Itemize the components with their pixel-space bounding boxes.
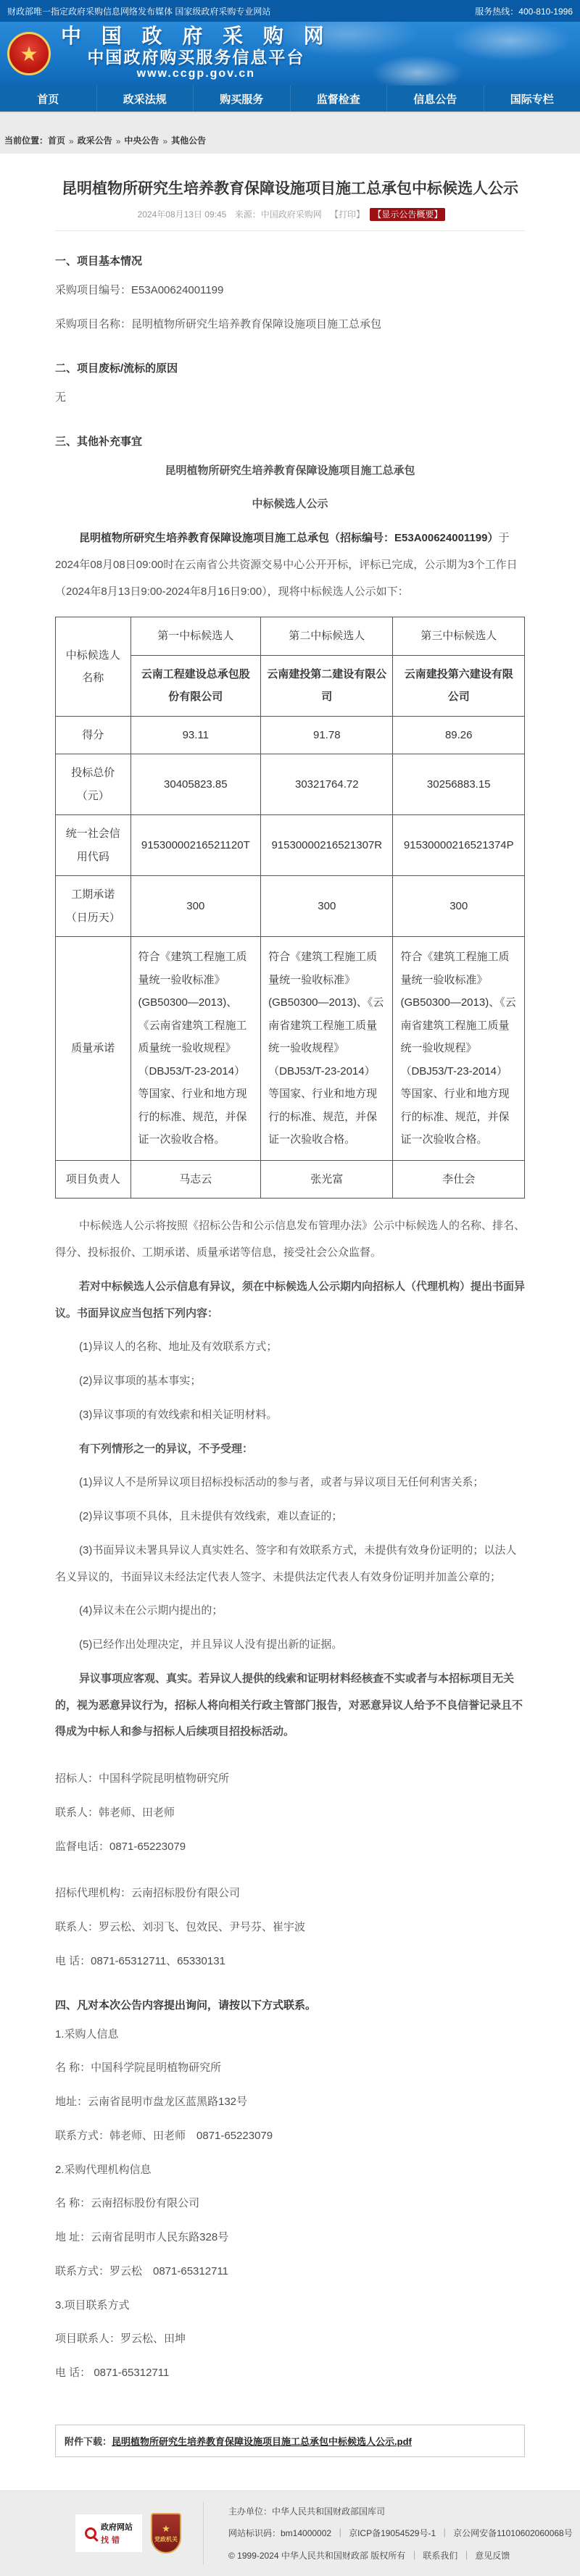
credit-code-3: 91530000216521374P <box>393 815 525 876</box>
paragraph-objection-intro: 若对中标候选人公示信息有异议，须在中标候选人公示期内向招标人（代理机构）提出书面异议。书面异议应当包括下列内容： <box>55 1274 525 1327</box>
duration-1: 300 <box>130 876 261 937</box>
purchaser-block-heading: 1.采购人信息 <box>55 2022 525 2048</box>
icp-record-link[interactable]: 京ICP备19054529号-1 <box>349 2528 436 2538</box>
company-name-2: 云南建投第二建设有限公司 <box>261 655 393 716</box>
col-header-first-candidate: 第一中标候选人 <box>130 617 261 656</box>
table-header-row <box>56 617 525 656</box>
page-title: 昆明植物所研究生培养教育保障设施项目施工总承包中标候选人公示 <box>55 178 525 199</box>
footer-copyright-line <box>228 2545 573 2567</box>
footer-code-line <box>228 2522 573 2545</box>
reject-item-5: (5)已经作出处理决定，并且异议人没有提出新的证据。 <box>55 1632 525 1659</box>
purchaser-address: 地址：云南省昆明市盘龙区蓝黑路132号 <box>55 2089 525 2116</box>
row-label-project-manager: 项目负责人 <box>56 1160 131 1199</box>
row-label-bid-price: 投标总价（元） <box>56 754 131 815</box>
quality-commitment-2: 符合《建筑工程施工质量统一验收标准》(GB50300—2013)、《云南省建筑工程施工质量统一验收规程》（DBJ53/T-23-2014）等国家、行业和地方现行的标准、规范，并保证一次验收合格。 <box>261 937 393 1161</box>
opening-rest-segment: 于2024年08月08日09:00时在云南省公共资源交易中心公开开标，评标已完成，公示期为3个工作日（2024年8月13日9:00-2024年8月16日9:00），现将中标候选人公示如下： <box>55 532 518 598</box>
paragraph-supervision: 中标候选人公示将按照《招标公告和公示信息发布管理办法》公示中标候选人的名称、排名、得分、投标报价、工期承诺、质量承诺等信息，接受社会公众监督。 <box>55 1213 525 1267</box>
table-corner-label: 中标候选人名称 <box>56 617 131 717</box>
copyright-text: © 1999-2024 中华人民共和国财政部 版权所有 <box>228 2551 405 2561</box>
article-meta <box>55 208 525 220</box>
nav-item-announcements[interactable]: 信息公告 <box>387 86 484 112</box>
quality-commitment-1: 符合《建筑工程施工质量统一验收标准》(GB50300—2013)、《云南省建筑工程施工质量统一验收规程》（DBJ53/T-23-2014）等国家、行业和地方现行的标准、规范，并保证一次验收合格。 <box>130 937 261 1161</box>
site-masthead <box>0 22 580 86</box>
score-1: 93.11 <box>130 716 261 754</box>
opening-paragraph <box>55 525 525 605</box>
tenderer-supervise-phone: 监督电话：0871-65223079 <box>55 1834 525 1861</box>
gov-site-error-report-badge[interactable] <box>75 2514 142 2552</box>
article-source: 来源：中国政府采购网 <box>235 209 322 220</box>
project-contact-phone: 电 话： 0871-65312711 <box>55 2360 525 2387</box>
page-footer <box>0 2490 580 2576</box>
table-row-score <box>56 716 525 754</box>
agency-block-heading: 2.采购代理机构信息 <box>55 2157 525 2184</box>
main-nav <box>0 86 580 112</box>
footer-separator: ｜ <box>462 2551 471 2561</box>
tenderer-name: 招标人：中国科学院昆明植物研究所 <box>55 1766 525 1793</box>
row-label-duration: 工期承诺（日历天） <box>56 876 131 937</box>
security-record-link[interactable]: 京公网安备11010602060068号 <box>453 2528 573 2538</box>
credit-code-2: 91530000216521307R <box>261 815 393 876</box>
badge-gov-label: 党政机关 <box>154 2535 178 2543</box>
table-row-quality <box>56 937 525 1161</box>
breadcrumb-label: 当前位置： <box>4 134 48 146</box>
notice-title-line2: 中标候选人公示 <box>55 491 525 518</box>
breadcrumb-central-notices[interactable]: 中央公告 <box>124 134 159 146</box>
meta-divider <box>55 230 525 231</box>
duration-3: 300 <box>393 876 525 937</box>
score-2: 91.78 <box>261 716 393 754</box>
reject-item-4: (4)异议未在公示期内提出的； <box>55 1598 525 1625</box>
quality-commitment-3: 符合《建筑工程施工质量统一验收标准》(GB50300—2013)、《云南省建筑工程施工质量统一验收规程》（DBJ53/T-23-2014）等国家、行业和地方现行的标准、规范，并保证一次验收合格。 <box>393 937 525 1161</box>
row-label-quality: 质量承诺 <box>56 937 131 1161</box>
bid-candidates-table <box>55 617 525 1199</box>
party-gov-badge[interactable] <box>151 2513 181 2554</box>
score-3: 89.26 <box>393 716 525 754</box>
bid-price-3: 30256883.15 <box>393 754 525 815</box>
objection-item-2: (2)异议事项的基本事实； <box>55 1368 525 1395</box>
project-name: 采购项目名称：昆明植物所研究生培养教育保障设施项目施工总承包 <box>55 312 525 338</box>
tenderer-contact: 联系人：韩老师、田老师 <box>55 1800 525 1827</box>
nav-item-supervision[interactable]: 监督检查 <box>291 86 388 112</box>
breadcrumb-procurement-notices[interactable]: 政采公告 <box>78 134 112 146</box>
national-emblem-icon <box>7 32 51 75</box>
footer-separator: ｜ <box>336 2528 344 2538</box>
breadcrumb-other-notices[interactable]: 其他公告 <box>171 134 206 146</box>
breadcrumb <box>0 112 580 154</box>
company-name-1: 云南工程建设总承包股份有限公司 <box>130 655 261 716</box>
table-row-project-manager <box>56 1160 525 1199</box>
footer-divider <box>203 2502 204 2564</box>
reject-item-1: (1)异议人不是所异议项目招标投标活动的参与者，或者与异议项目无任何利害关系； <box>55 1470 525 1496</box>
emblem-star-glyph: ★ <box>20 42 38 66</box>
notice-title-line1: 昆明植物所研究生培养教育保障设施项目施工总承包 <box>55 458 525 485</box>
project-manager-3: 李仕会 <box>393 1160 525 1199</box>
table-row-bid-price <box>56 754 525 815</box>
site-name: 中 国 政 府 采 购 网 <box>61 25 331 48</box>
feedback-link[interactable]: 意见反馈 <box>475 2551 510 2561</box>
section-2-body: 无 <box>55 385 525 412</box>
footer-host-line: 主办单位：中华人民共和国财政部国库司 <box>228 2501 573 2523</box>
section-3-heading: 三、其他补充事宜 <box>55 433 525 451</box>
project-manager-1: 马志云 <box>130 1160 261 1199</box>
announcement-article <box>0 154 580 2490</box>
reject-item-2: (2)异议事项不具体，且未提供有效线索，难以查证的； <box>55 1504 525 1530</box>
site-brand <box>61 25 331 82</box>
agency-block-contact: 联系方式：罗云松 0871-65312711 <box>55 2259 525 2285</box>
site-identification-code: 网站标识码：bm14000002 <box>228 2528 331 2538</box>
section-4-heading: 四、凡对本次公告内容提出询问，请按以下方式联系。 <box>55 1997 525 2014</box>
objection-item-3: (3)异议事项的有效线索和相关证明材料。 <box>55 1402 525 1429</box>
breadcrumb-home[interactable]: 首页 <box>48 134 65 146</box>
opening-bold-segment: 昆明植物所研究生培养教育保障设施项目施工总承包（招标编号：E53A00624001199） <box>79 532 498 544</box>
nav-item-purchase-service[interactable]: 购买服务 <box>194 86 291 112</box>
project-number: 采购项目编号：E53A00624001199 <box>55 278 525 304</box>
print-button[interactable]: 【打印】 <box>330 209 365 220</box>
nav-item-international[interactable]: 国际专栏 <box>484 86 580 112</box>
row-label-score: 得分 <box>56 716 131 754</box>
badge-star-icon: ★ <box>162 2524 170 2533</box>
objection-item-1: (1)异议人的名称、地址及有效联系方式； <box>55 1334 525 1361</box>
paragraph-honesty: 异议事项应客观、真实。若异议人提供的线索和证明材料经核查不实或者与本招标项目无关的，视为恶意异议行为，招标人将向相关行政主管部门报告，对恶意异议人给予不良信誉记录且不得成为中标人和参与招标人后续项目招投标活动。 <box>55 1666 525 1746</box>
agency-name: 招标代理机构：云南招标股份有限公司 <box>55 1880 525 1907</box>
reject-item-3: (3)书面异议未署具异议人真实姓名、签字和有效联系方式，未提供有效身份证明的；以法人名义异议的，书面异议未经法定代表人签字、未提供法定代表人有效身份证明并加盖公章的； <box>55 1538 525 1591</box>
site-slogan: 财政部唯一指定政府采购信息网络发布媒体 国家级政府采购专业网站 <box>7 5 270 17</box>
purchaser-name: 名 称：中国科学院昆明植物研究所 <box>55 2055 525 2082</box>
agency-block-name: 名 称：云南招标股份有限公司 <box>55 2191 525 2217</box>
project-contact-heading: 3.项目联系方式 <box>55 2293 525 2319</box>
breadcrumb-separator: » <box>162 136 167 146</box>
attachment-label: 附件下载： <box>65 2436 112 2447</box>
agency-block-address: 地 址：云南省昆明市人民东路328号 <box>55 2225 525 2251</box>
credit-code-1: 91530000216521120T <box>130 815 261 876</box>
footer-info <box>228 2501 573 2567</box>
breadcrumb-separator: » <box>69 136 74 146</box>
attachment-pdf-link[interactable]: 昆明植物所研究生培养教育保障设施项目施工总承包中标候选人公示.pdf <box>112 2436 412 2447</box>
breadcrumb-separator: » <box>116 136 121 146</box>
bid-price-1: 30405823.85 <box>130 754 261 815</box>
badge-find-line1: 政府网站 <box>101 2523 133 2532</box>
agency-contact: 联系人：罗云松、刘羽飞、包效民、尹号芬、崔宇波 <box>55 1914 525 1941</box>
site-url: www.ccgp.gov.cn <box>61 67 331 82</box>
project-contact-person: 项目联系人：罗云松、田坤 <box>55 2326 525 2353</box>
footer-separator: ｜ <box>440 2528 449 2538</box>
magnifier-icon <box>85 2527 96 2539</box>
section-1-heading: 一、项目基本情况 <box>55 253 525 270</box>
row-label-credit-code: 统一社会信用代码 <box>56 815 131 876</box>
nav-item-home[interactable]: 首页 <box>0 86 97 112</box>
section-2-heading: 二、项目废标/流标的原因 <box>55 360 525 378</box>
col-header-second-candidate: 第二中标候选人 <box>261 617 393 656</box>
publish-date: 2024年08月13日 09:45 <box>138 209 227 220</box>
service-hotline: 服务热线：400-810-1996 <box>475 5 573 17</box>
site-subtitle: 中国政府购买服务信息平台 <box>61 48 331 67</box>
purchaser-contact: 联系方式：韩老师、田老师 0871-65223079 <box>55 2123 525 2150</box>
table-row-credit-code <box>56 815 525 876</box>
table-row-duration <box>56 876 525 937</box>
badge-find-line2: 找错 <box>101 2536 123 2545</box>
bid-price-2: 30321764.72 <box>261 754 393 815</box>
paragraph-reject-intro: 有下列情形之一的异议，不予受理： <box>55 1436 525 1463</box>
footer-separator: ｜ <box>410 2551 418 2561</box>
project-manager-2: 张光富 <box>261 1160 393 1199</box>
col-header-third-candidate: 第三中标候选人 <box>393 617 525 656</box>
attachment-box <box>55 2425 525 2457</box>
contact-us-link[interactable]: 联系我们 <box>423 2551 457 2561</box>
nav-item-regulations[interactable]: 政采法规 <box>97 86 194 112</box>
agency-phone: 电 话：0871-65312711、65330131 <box>55 1948 525 1975</box>
duration-2: 300 <box>261 876 393 937</box>
show-summary-button[interactable]: 【显示公告概要】 <box>370 208 445 221</box>
top-utility-bar <box>0 0 580 22</box>
company-name-3: 云南建投第六建设有限公司 <box>393 655 525 716</box>
